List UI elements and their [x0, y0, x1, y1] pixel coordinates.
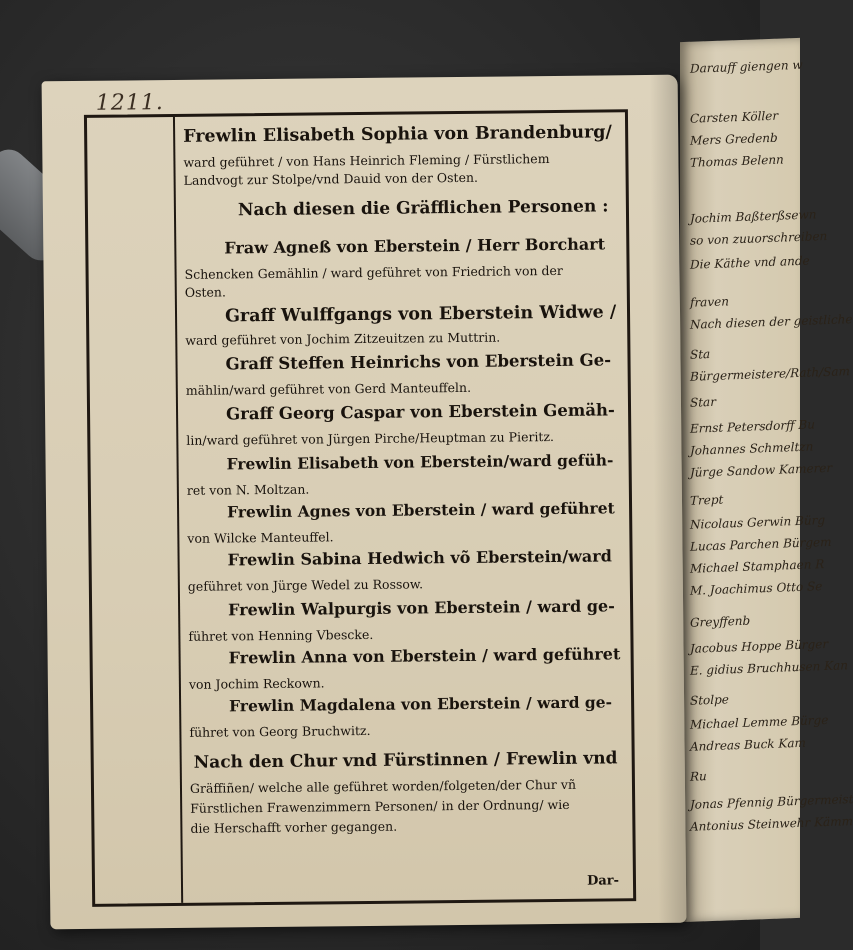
facing-line: Jacobus Hoppe Bürger — [690, 636, 829, 656]
section-heading: Nach diesen die Gräfflichen Personen : — [237, 196, 609, 221]
facing-line: Carsten Köller — [690, 108, 779, 126]
text-line: lin/ward geführet von Jürgen Pirche/Heuptman zu Pieritz. — [186, 429, 555, 448]
text-line: von Wilcke Manteuffel. — [187, 529, 334, 546]
book-page — [42, 75, 687, 930]
facing-line: Andreas Buck Kam — [690, 735, 806, 754]
text-line: Osten. — [184, 284, 226, 300]
catchword: Dar- — [586, 873, 620, 889]
facing-line: Antonius Steinwehr Kämm — [690, 814, 853, 834]
text-line: Landvogt zur Stolpe/vnd Dauid von der Osten. — [183, 169, 479, 188]
text-line: Frewlin Elisabeth Sophia von Brandenburg/ — [183, 122, 612, 147]
facing-line: Ernst Petersdorff Bu — [690, 417, 815, 436]
text-line: Fraw Agneß von Eberstein / Herr Borchart — [224, 234, 606, 258]
facing-line: Nicolaus Gerwin Bürg — [690, 513, 826, 532]
facing-line: Ru — [690, 769, 707, 784]
text-line: Frewlin Anna von Eberstein / ward geführet — [228, 644, 621, 668]
facing-line: Mers Gredenb — [690, 130, 778, 148]
facing-line: Johannes Schmeltzn — [690, 439, 814, 458]
facing-line: fraven — [690, 294, 729, 310]
facing-line: Trept — [690, 492, 724, 508]
text-line: Frewlin Agnes von Eberstein / ward geführet — [226, 498, 615, 522]
text-line: führet von Georg Bruchwitz. — [189, 722, 371, 740]
facing-line: so von zuuorschreiben — [690, 228, 828, 248]
facing-line: Michael Stamphaen R — [690, 557, 825, 576]
text-line: ret von N. Moltzan. — [186, 481, 310, 498]
text-line: Graff Georg Caspar von Eberstein Gemäh- — [225, 400, 615, 424]
facing-line: Bürgermeistere/Rath/Sam — [690, 364, 850, 384]
text-line: Frewlin Walpurgis von Eberstein / ward ge- — [228, 596, 615, 620]
facing-line: Greyffenb — [690, 613, 751, 630]
page-number: 1211. — [95, 90, 164, 116]
facing-line: Die Käthe vnd ande — [690, 253, 810, 272]
facing-line: Nach diesen der geistliche — [690, 312, 853, 332]
text-frame — [84, 109, 636, 907]
facing-line: Jochim Baßterßsewn — [690, 207, 817, 226]
text-line: Gräffiñen/ welche alle geführet worden/folgeten/der Chur vñ — [189, 776, 577, 796]
text-line: mählin/ward geführet von Gerd Manteuffeln. — [185, 379, 472, 398]
text-line: Graff Wulffgangs von Eberstein Widwe / — [224, 302, 617, 327]
facing-line: Sta — [690, 347, 711, 362]
facing-line: Michael Lemme Bürge — [690, 712, 829, 732]
text-line: ward geführet / von Hans Heinrich Fleming / Fürstlichem — [183, 151, 550, 170]
text-line: führet von Henning Vbescke. — [188, 626, 374, 644]
margin-rule — [173, 117, 183, 903]
facing-page — [680, 38, 853, 922]
text-line: ward geführet von Jochim Zitzeuitzen zu Muttrin. — [185, 329, 501, 348]
text-line: Frewlin Elisabeth von Eberstein/ward gefüh- — [226, 450, 614, 474]
facing-line: Lucas Parchen Bürgem — [690, 534, 832, 554]
text-line: Frewlin Sabina Hedwich võ Eberstein/ward — [227, 546, 612, 570]
text-line: Schencken Gemählin / ward geführet von Friedrich von der — [184, 262, 563, 282]
facing-line: Stolpe — [690, 692, 729, 708]
text-line: Frewlin Magdalena von Eberstein / ward ge- — [229, 692, 613, 716]
text-line: geführet von Jürge Wedel zu Rossow. — [187, 576, 424, 594]
text-line: Graff Steffen Heinrichs von Eberstein Ge- — [225, 350, 612, 374]
facing-line: Star — [690, 394, 716, 410]
text-line: von Jochim Reckown. — [188, 675, 325, 692]
facing-line: Thomas Belenn — [690, 152, 784, 170]
facing-line: Jonas Pfennig Bürgermeist — [690, 792, 853, 812]
text-line: Nach den Chur vnd Fürstinnen / Frewlin vnd — [193, 748, 618, 773]
facing-line: Jürge Sandow Kamerer — [690, 460, 833, 480]
text-column — [183, 118, 625, 897]
facing-line: Darauff giengen w — [690, 57, 803, 76]
text-line: Fürstlichen Frawenzimmern Personen/ in der Ordnung/ wie — [190, 796, 570, 816]
text-line: die Herschafft vorher gegangen. — [190, 818, 398, 836]
facing-line: E. gidius Bruchhusen Kan — [690, 658, 848, 678]
facing-line: M. Joachimus Otto Se — [690, 579, 823, 598]
